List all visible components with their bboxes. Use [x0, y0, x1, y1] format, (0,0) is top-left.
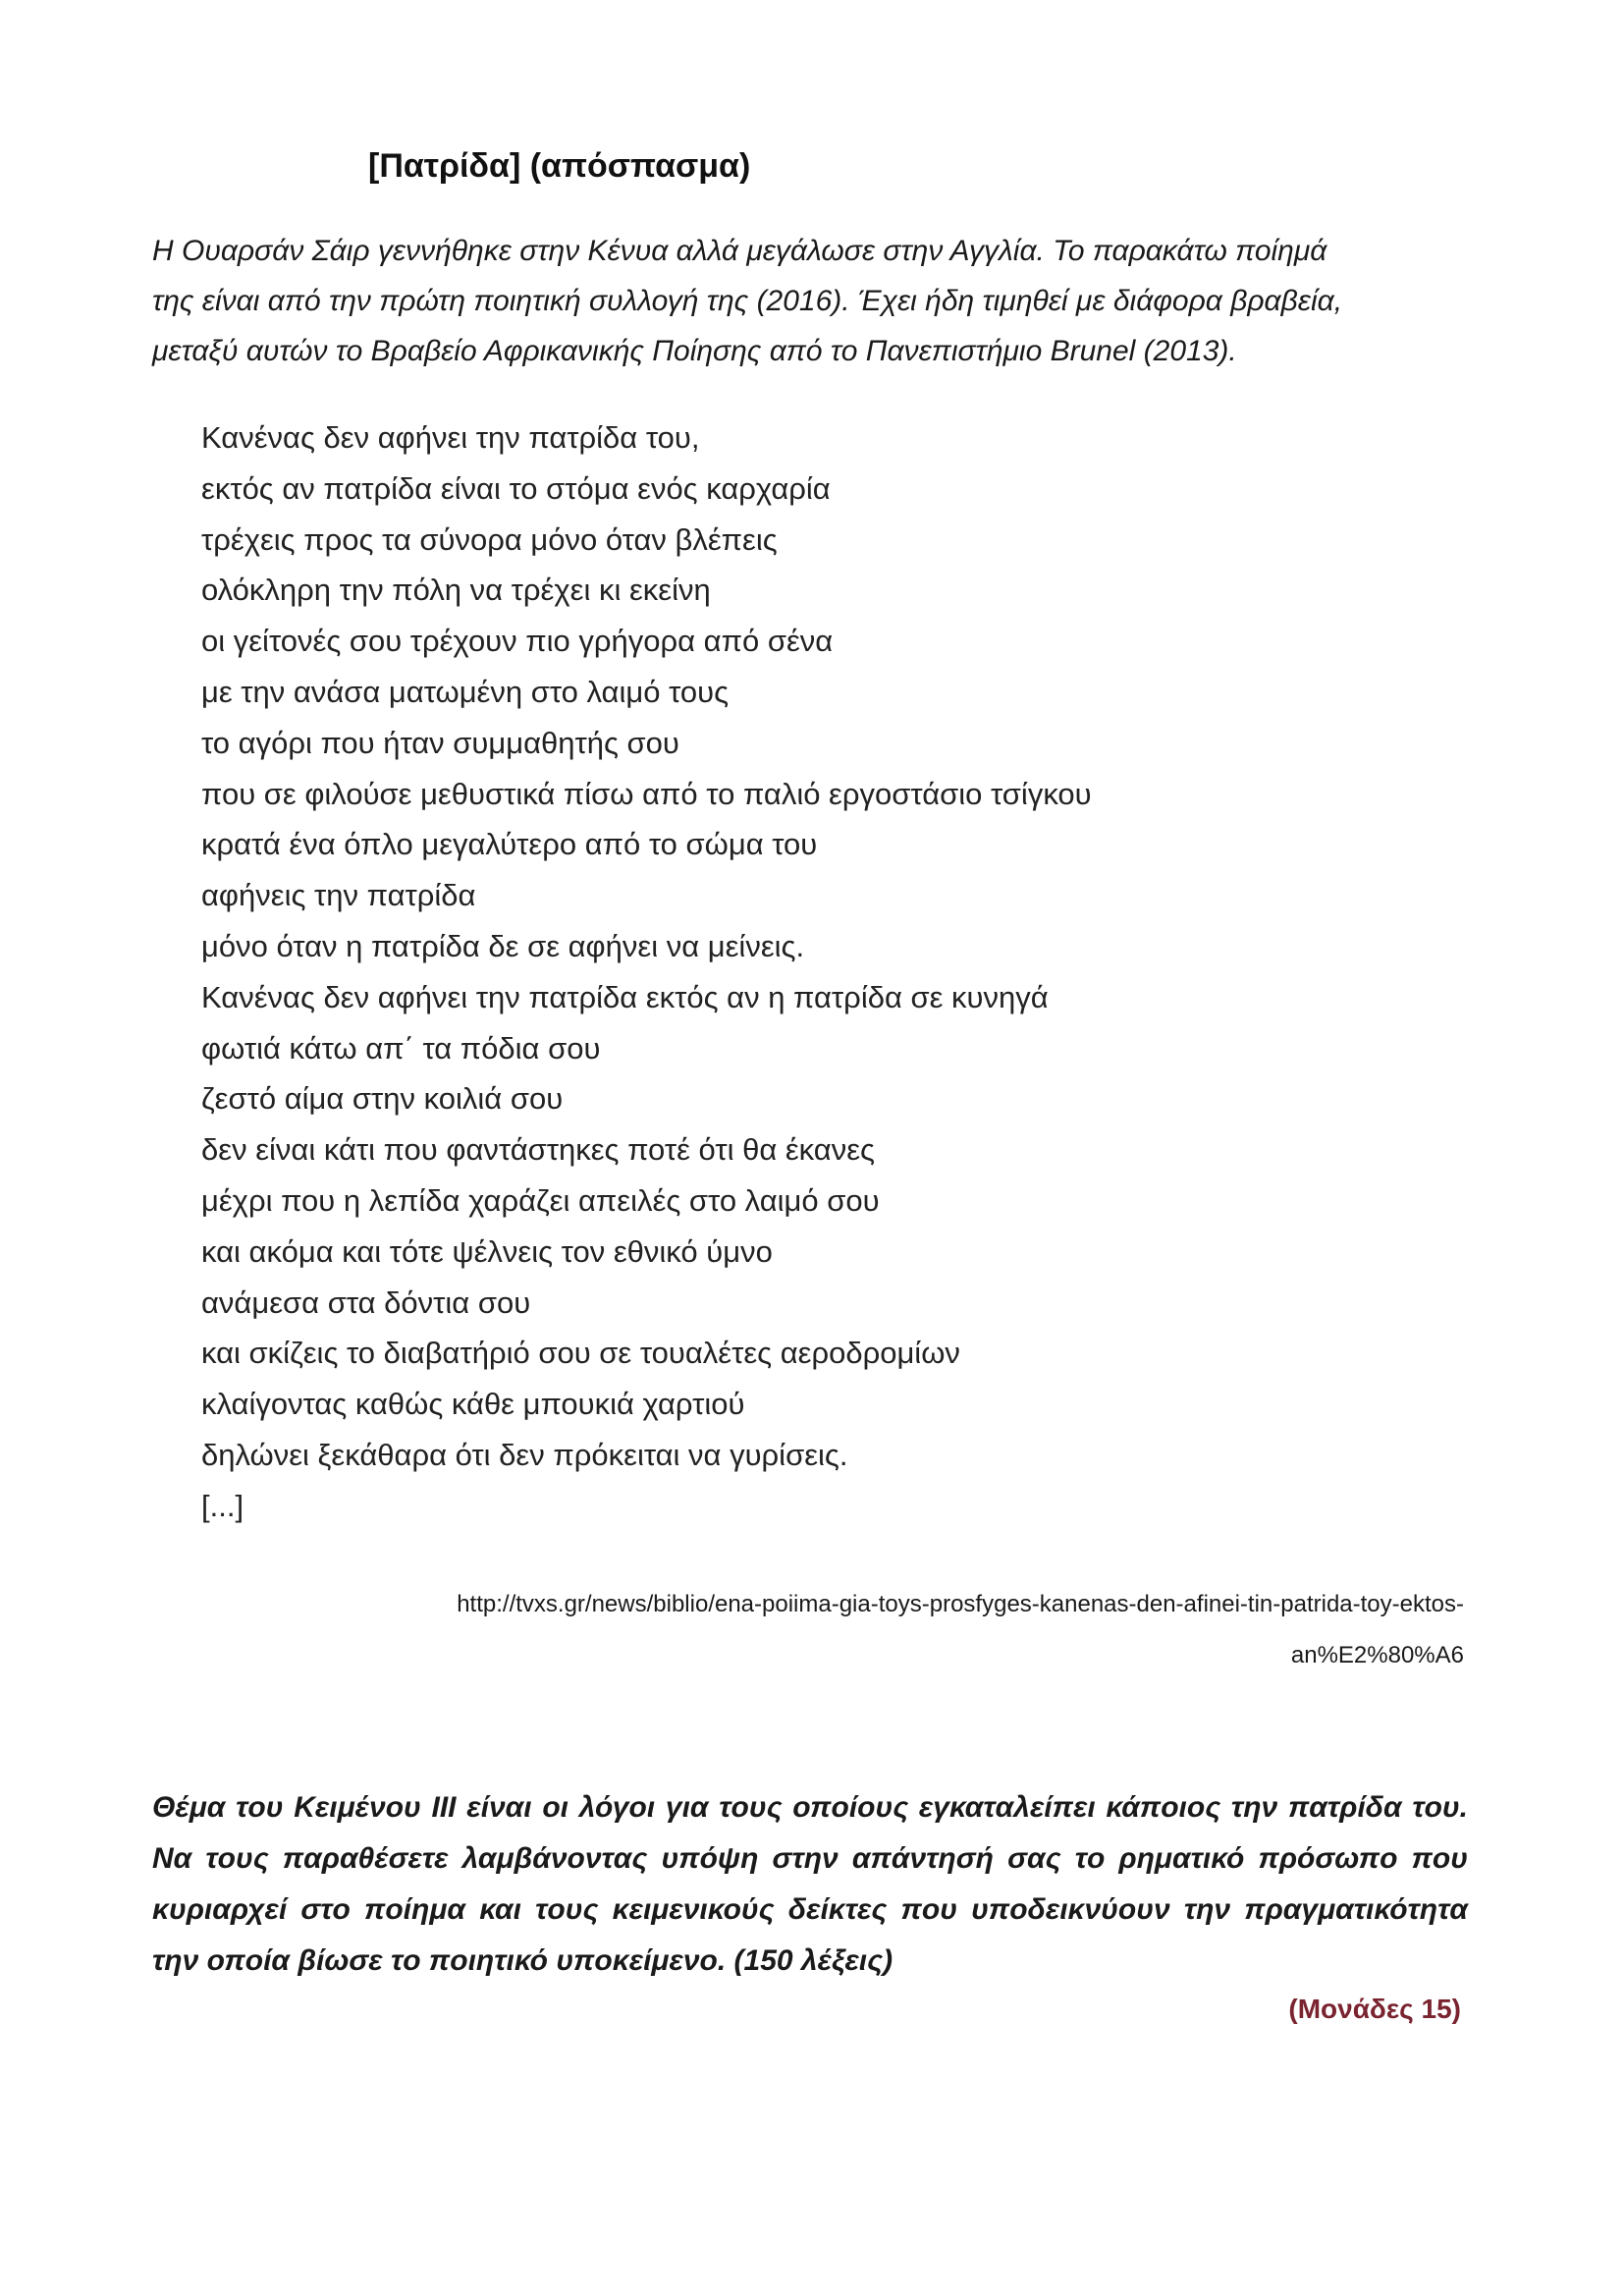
poem-line: μόνο όταν η πατρίδα δε σε αφήνει να μείνεις.	[201, 928, 805, 963]
source-url-line: an%E2%80%A6	[1290, 1642, 1464, 1668]
question-line: Να τους παραθέσετε λαμβάνοντας υπόψη στην απάντησή σας το ρηματικό πρόσωπο που	[152, 1842, 1468, 1875]
question-line: κυριαρχεί στο ποίημα και τους κειμενικούς δείκτες που υποδεικνύουν την πραγματικότητα	[152, 1893, 1468, 1926]
poem-line: ολόκληρη την πόλη να τρέχει κι εκείνη	[201, 573, 711, 608]
poem-line: φωτιά κάτω απ΄ τα πόδια σου	[201, 1030, 601, 1066]
poem-line: κρατά ένα όπλο μεγαλύτερο από το σώμα του	[201, 827, 818, 862]
poem-line: Κανένας δεν αφήνει την πατρίδα εκτός αν η πατρίδα σε κυνηγά	[201, 979, 1049, 1014]
source-url-line: http://tvxs.gr/news/biblio/ena-poiima-gia-toys-prosfyges-kanenas-den-afinei-tin-patrida-toy-ektos-	[457, 1591, 1464, 1617]
question-line: Θέμα του Κειμένου ΙΙΙ είναι οι λόγοι για τους οποίους εγκαταλείπει κάποιος την πατρίδα του.	[152, 1791, 1468, 1824]
question-line: την οποία βίωσε το ποιητικό υποκείμενο. (150 λέξεις)	[152, 1944, 893, 1977]
poem-line: εκτός αν πατρίδα είναι το στόμα ενός καρχαρία	[201, 470, 831, 506]
source-url	[457, 1579, 1464, 1681]
poem-line: το αγόρι που ήταν συμμαθητής σου	[201, 725, 679, 760]
poem-line: και σκίζεις το διαβατήριό σου σε τουαλέτες αεροδρομίων	[201, 1336, 960, 1371]
points-badge: (Μονάδες 15)	[1288, 1994, 1461, 2024]
poem-line: και ακόμα και τότε ψέλνεις τον εθνικό ύμνο	[201, 1233, 773, 1269]
poem-line: με την ανάσα ματωμένη στο λαιμό τους	[201, 674, 730, 709]
poem-line: αφήνεις την πατρίδα	[201, 878, 476, 913]
poem-line: Κανένας δεν αφήνει την πατρίδα του,	[201, 420, 700, 455]
poem-line: δεν είναι κάτι που φαντάστηκες ποτέ ότι θα έκανες	[201, 1132, 875, 1168]
poem-line: οι γείτονές σου τρέχουν πιο γρήγορα από σένα	[201, 624, 834, 659]
poem-title: [Πατρίδα] (απόσπασμα)	[368, 147, 751, 185]
poem-line: ανάμεσα στα δόντια σου	[201, 1285, 531, 1320]
intro-line: της είναι από την πρώτη ποιητική συλλογή της (2016). Έχει ήδη τιμηθεί με διάφορα βραβεία,	[152, 285, 1343, 317]
poem-line: τρέχεις προς τα σύνορα μόνο όταν βλέπεις	[201, 521, 778, 557]
intro-line: μεταξύ αυτών το Βραβείο Αφρικανικής Ποίησης από το Πανεπιστήμιο Brunel (2013).	[152, 335, 1237, 367]
exam-question	[152, 1782, 1468, 1987]
author-introduction	[152, 226, 1468, 376]
poem-line: κλαίγοντας καθώς κάθε μπουκιά χαρτιού	[201, 1387, 745, 1422]
poem-excerpt	[201, 412, 1092, 1532]
poem-line: ζεστό αίμα στην κοιλιά σου	[201, 1081, 564, 1117]
poem-ellipsis: [...]	[201, 1488, 244, 1523]
poem-line: δηλώνει ξεκάθαρα ότι δεν πρόκειται να γυρίσεις.	[201, 1437, 848, 1472]
poem-line: που σε φιλούσε μεθυστικά πίσω από το παλιό εργοστάσιο τσίγκου	[201, 776, 1092, 811]
intro-line: Η Ουαρσάν Σάιρ γεννήθηκε στην Κένυα αλλά μεγάλωσε στην Αγγλία. Το παρακάτω ποίημά	[152, 235, 1327, 267]
poem-line: μέχρι που η λεπίδα χαράζει απειλές στο λαιμό σου	[201, 1182, 880, 1218]
